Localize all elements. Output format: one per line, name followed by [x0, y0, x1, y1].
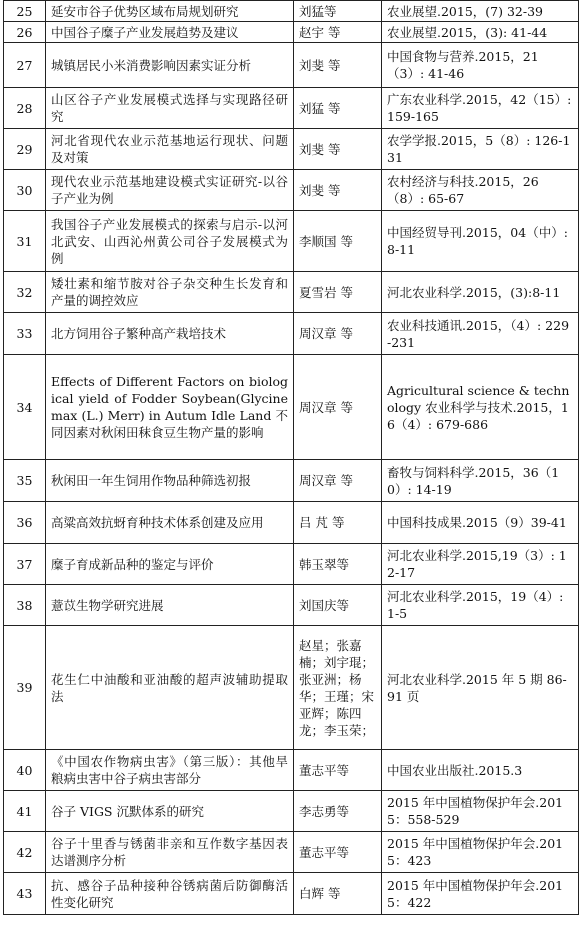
row-number: 37	[4, 544, 46, 585]
paper-title: Effects of Different Factors on biological yield of Fodder Soybean(Glycine max (L.) Merr) in Autum Idle Land 不同因素对秋闲田秣食豆生物产量的影响	[46, 355, 294, 460]
row-number: 30	[4, 170, 46, 211]
paper-source: 中国科技成果.2015（9）39-41	[382, 502, 579, 544]
paper-title: 河北省现代农业示范基地运行现状、问题及对策	[46, 129, 294, 170]
paper-source: 河北农业科学.2015,19（3）: 12-17	[382, 544, 579, 585]
table-row	[4, 272, 579, 313]
paper-source: 畜牧与饲料科学.2015，36（10）: 14-19	[382, 460, 579, 502]
paper-authors: 董志平等	[294, 750, 382, 791]
paper-title: 我国谷子产业发展模式的探索与启示-以河北武安、山西沁州黄公司谷子发展模式为例	[46, 211, 294, 272]
paper-title: 谷子 VIGS 沉默体系的研究	[46, 791, 294, 832]
table-row	[4, 129, 579, 170]
table-row	[4, 22, 579, 43]
paper-source: 广东农业科学.2015，42（15）: 159-165	[382, 88, 579, 129]
row-number: 42	[4, 832, 46, 873]
row-number: 26	[4, 22, 46, 43]
table-row	[4, 502, 579, 544]
paper-title: 《中国农作物病虫害》（第三版）：其他旱粮病虫害中谷子病虫害部分	[46, 750, 294, 791]
paper-title: 矮壮素和缩节胺对谷子杂交种生长发育和产量的调控效应	[46, 272, 294, 313]
table-row	[4, 626, 579, 750]
paper-source: 中国食物与营养.2015，21（3）: 41-46	[382, 43, 579, 88]
paper-title: 花生仁中油酸和亚油酸的超声波辅助提取法	[46, 626, 294, 750]
paper-source: 农村经济与科技.2015，26（8）: 65-67	[382, 170, 579, 211]
paper-authors: 赵星；张嘉楠；刘宇琨；张亚洲；杨华；王瑾；宋亚辉；陈四龙；李玉荣；	[294, 626, 382, 750]
row-number: 33	[4, 313, 46, 355]
paper-authors: 李志勇等	[294, 791, 382, 832]
paper-source: 中国农业出版社.2015.3	[382, 750, 579, 791]
table-row	[4, 88, 579, 129]
table-row	[4, 832, 579, 873]
paper-authors: 董志平等	[294, 832, 382, 873]
paper-authors: 刘斐 等	[294, 43, 382, 88]
row-number: 29	[4, 129, 46, 170]
publication-table-body	[4, 1, 579, 915]
paper-authors: 白辉 等	[294, 873, 382, 915]
paper-authors: 刘猛 等	[294, 88, 382, 129]
row-number: 28	[4, 88, 46, 129]
row-number: 41	[4, 791, 46, 832]
row-number: 43	[4, 873, 46, 915]
row-number: 35	[4, 460, 46, 502]
paper-authors: 吕 芃 等	[294, 502, 382, 544]
paper-source: 农业展望.2015，(3): 41-44	[382, 22, 579, 43]
paper-title: 抗、感谷子品种接种谷锈病菌后防御酶活性变化研究	[46, 873, 294, 915]
paper-source: 2015 年中国植物保护年会.2015：422	[382, 873, 579, 915]
row-number: 31	[4, 211, 46, 272]
paper-authors: 周汉章 等	[294, 460, 382, 502]
row-number: 34	[4, 355, 46, 460]
paper-title: 山区谷子产业发展模式选择与实现路径研究	[46, 88, 294, 129]
paper-source: 河北农业科学.2015 年 5 期 86-91 页	[382, 626, 579, 750]
paper-source: 2015 年中国植物保护年会.2015：423	[382, 832, 579, 873]
paper-authors: 韩玉翠等	[294, 544, 382, 585]
table-row	[4, 791, 579, 832]
paper-title: 现代农业示范基地建设模式实证研究-以谷子产业为例	[46, 170, 294, 211]
paper-title: 糜子育成新品种的鉴定与评价	[46, 544, 294, 585]
paper-title: 延安市谷子优势区域布局规划研究	[46, 1, 294, 22]
paper-authors: 刘国庆等	[294, 585, 382, 626]
paper-source: 河北农业科学.2015，19（4）: 1-5	[382, 585, 579, 626]
row-number: 38	[4, 585, 46, 626]
paper-title: 中国谷子糜子产业发展趋势及建议	[46, 22, 294, 43]
table-row	[4, 355, 579, 460]
paper-authors: 赵宇 等	[294, 22, 382, 43]
paper-title: 北方饲用谷子繁种高产栽培技术	[46, 313, 294, 355]
paper-source: 农学学报.2015，5（8）: 126-131	[382, 129, 579, 170]
table-row	[4, 43, 579, 88]
paper-source: 中国经贸导刊.2015，04（中）: 8-11	[382, 211, 579, 272]
paper-authors: 夏雪岩 等	[294, 272, 382, 313]
paper-authors: 周汉章 等	[294, 355, 382, 460]
paper-title: 薏苡生物学研究进展	[46, 585, 294, 626]
paper-source: Agricultural science & technology 农业科学与技术.2015，16（4）: 679-686	[382, 355, 579, 460]
table-row	[4, 170, 579, 211]
paper-authors: 刘斐 等	[294, 129, 382, 170]
table-row	[4, 544, 579, 585]
publication-table	[3, 0, 579, 915]
paper-title: 秋闲田一年生饲用作物品种筛选初报	[46, 460, 294, 502]
table-row	[4, 750, 579, 791]
table-row	[4, 873, 579, 915]
paper-source: 农业科技通讯.2015，（4）: 229-231	[382, 313, 579, 355]
table-row	[4, 211, 579, 272]
row-number: 25	[4, 1, 46, 22]
paper-source: 2015 年中国植物保护年会.2015：558-529	[382, 791, 579, 832]
paper-authors: 李顺国 等	[294, 211, 382, 272]
row-number: 27	[4, 43, 46, 88]
table-row	[4, 313, 579, 355]
paper-title: 高粱高效抗蚜育种技术体系创建及应用	[46, 502, 294, 544]
paper-source: 农业展望.2015，(7) 32-39	[382, 1, 579, 22]
paper-authors: 周汉章 等	[294, 313, 382, 355]
paper-authors: 刘猛等	[294, 1, 382, 22]
paper-title: 城镇居民小米消费影响因素实证分析	[46, 43, 294, 88]
paper-title: 谷子十里香与锈菌非亲和互作数字基因表达谱测序分析	[46, 832, 294, 873]
table-row	[4, 460, 579, 502]
row-number: 36	[4, 502, 46, 544]
row-number: 40	[4, 750, 46, 791]
paper-source: 河北农业科学.2015，(3):8-11	[382, 272, 579, 313]
paper-authors: 刘斐 等	[294, 170, 382, 211]
table-row	[4, 1, 579, 22]
table-row	[4, 585, 579, 626]
row-number: 32	[4, 272, 46, 313]
row-number: 39	[4, 626, 46, 750]
